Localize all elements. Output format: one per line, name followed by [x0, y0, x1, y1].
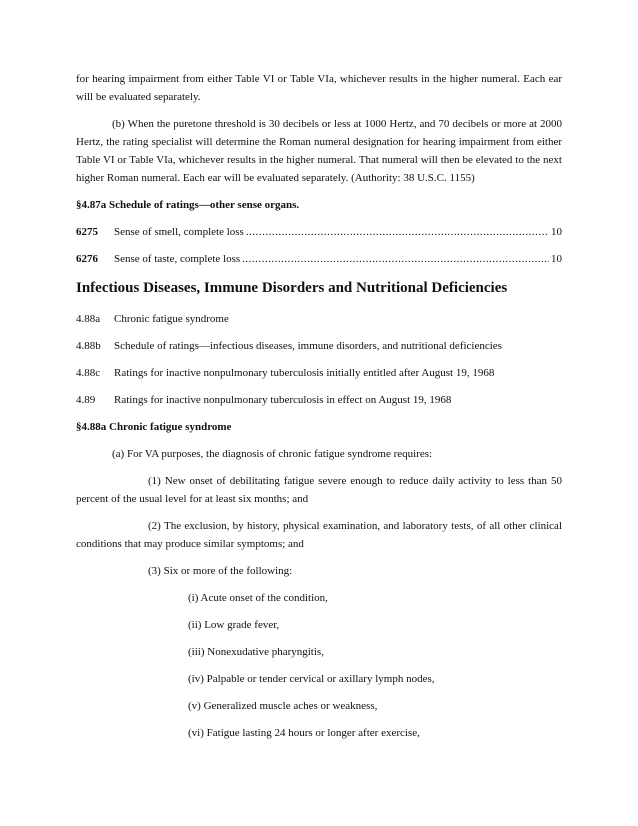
symptom-item: (v) Generalized muscle aches or weakness, — [188, 700, 378, 712]
diagnostic-code: 6275 — [76, 226, 98, 238]
toc-row — [76, 391, 562, 409]
toc-section-number: 4.88b — [76, 340, 101, 352]
subpart-heading: Infectious Diseases, Immune Disorders and Nutritional Deficiencies — [76, 280, 508, 296]
toc-section-number: 4.88a — [76, 313, 101, 325]
toc-section-title: Schedule of ratings—infectious diseases, immune disorders, and nutritional deficiencies — [114, 340, 502, 352]
criterion-3: (3) Six or more of the following: — [148, 565, 293, 577]
toc-row — [76, 310, 562, 328]
paragraph-a-diagnosis: (a) For VA purposes, the diagnosis of chronic fatigue syndrome requires: — [112, 448, 433, 460]
rating-description: Sense of smell, complete loss — [114, 226, 244, 238]
document-page — [76, 70, 562, 751]
toc-row — [76, 364, 562, 382]
paragraph-hearing-continuation: for hearing impairment from either Table VI or Table VIa, whichever results in the higher numeral. Each ear will be evaluated separately. — [76, 73, 562, 103]
rating-value: 10 — [551, 253, 562, 265]
rating-description: Sense of taste, complete loss — [114, 253, 241, 265]
rating-row-6276 — [76, 250, 562, 268]
paragraph-b-puretone: (b) When the puretone threshold is 30 decibels or less at 1000 Hertz, and 70 decibels or more at 2000 Hertz, the rating specialist will determine the Roman numeral designation for hearing impairment from either Table VI or Table VIa, whichever results in the higher numeral. That numeral will then be elevated to the next higher Roman numeral. Each ear will be evaluated separately. (Authority: 38 U.S.C. 1155) — [76, 118, 562, 184]
section-4-87a-heading: §4.87a Schedule of ratings—other sense organs. — [76, 199, 300, 211]
toc-section-title: Ratings for inactive nonpulmonary tuberculosis in effect on August 19, 1968 — [114, 394, 452, 406]
rating-value: 10 — [551, 226, 562, 238]
rating-row-6275 — [76, 223, 562, 241]
diagnostic-code: 6276 — [76, 253, 98, 265]
toc-section-number: 4.89 — [76, 394, 96, 406]
criterion-2: (2) The exclusion, by history, physical examination, and laboratory tests, of all other clinical conditions that may produce similar symptoms; and — [76, 520, 562, 550]
symptom-item: (i) Acute onset of the condition, — [188, 592, 328, 604]
dot-leader — [246, 223, 549, 241]
toc-section-number: 4.88c — [76, 367, 101, 379]
symptom-item: (iv) Palpable or tender cervical or axillary lymph nodes, — [188, 673, 435, 685]
toc-section-title: Ratings for inactive nonpulmonary tuberculosis initially entitled after August 19, 1968 — [114, 367, 495, 379]
symptom-item: (ii) Low grade fever, — [188, 619, 280, 631]
criterion-1: (1) New onset of debilitating fatigue severe enough to reduce daily activity to less than 50 percent of the usual level for at least six months; and — [76, 475, 562, 505]
symptom-item: (iii) Nonexudative pharyngitis, — [188, 646, 324, 658]
dot-leader — [242, 250, 549, 268]
toc-section-title: Chronic fatigue syndrome — [114, 313, 229, 325]
symptom-item: (vi) Fatigue lasting 24 hours or longer after exercise, — [188, 727, 420, 739]
toc-row — [76, 337, 562, 355]
section-4-88a-heading: §4.88a Chronic fatigue syndrome — [76, 421, 232, 433]
